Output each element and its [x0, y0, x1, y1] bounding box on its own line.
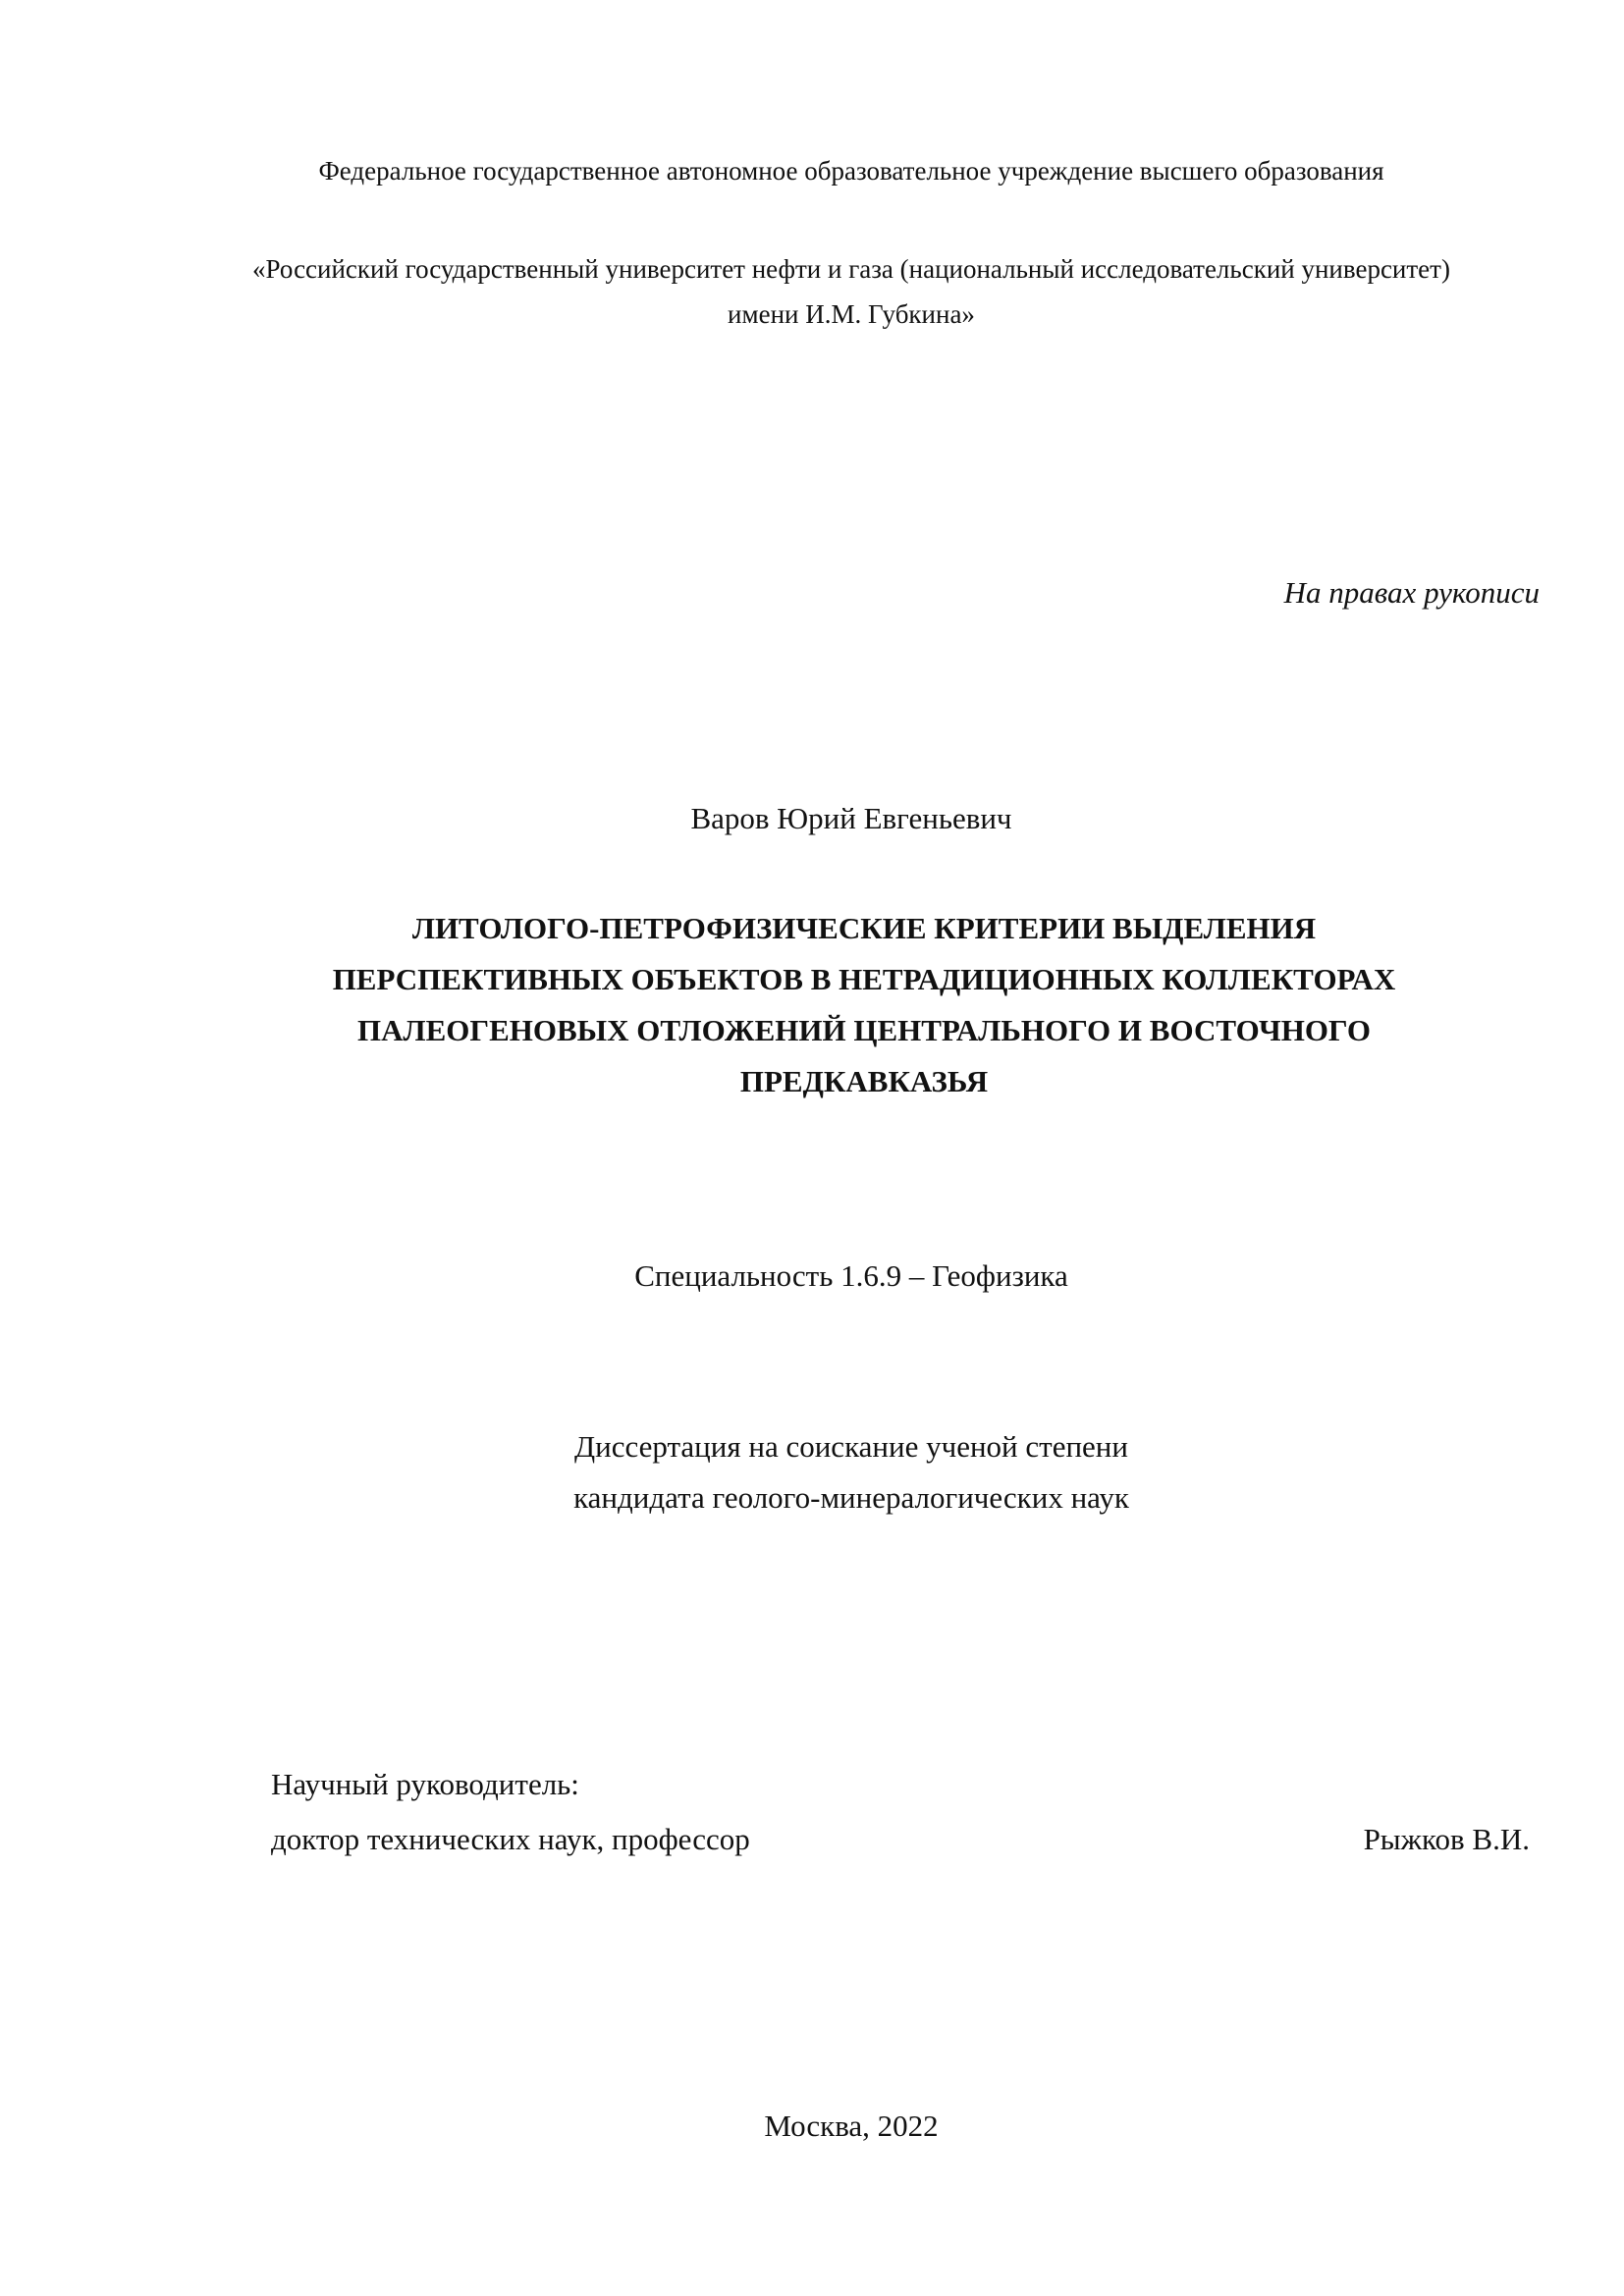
title-line-1: ЛИТОЛОГО-ПЕТРОФИЗИЧЕСКИЕ КРИТЕРИИ ВЫДЕЛЕНИЯ	[411, 911, 1317, 945]
thesis-line-2: кандидата геолого-минералогических наук	[573, 1480, 1129, 1515]
title-line-2: ПЕРСПЕКТИВНЫХ ОБЪЕКТОВ В НЕТРАДИЦИОННЫХ КОЛЛЕКТОРАХ	[332, 962, 1396, 996]
supervisor-name: Рыжков В.И.	[1363, 1822, 1530, 1856]
manuscript-note: На правах рукописи	[1283, 575, 1540, 610]
institution-line-2: «Российский государственный университет нефти и газа (национальный исследовательский университет)	[252, 254, 1450, 284]
author-name: Варов Юрий Евгеньевич	[690, 801, 1012, 835]
title-line-3: ПАЛЕОГЕНОВЫХ ОТЛОЖЕНИЙ ЦЕНТРАЛЬНОГО И ВОСТОЧНОГО	[356, 1013, 1371, 1047]
supervisor-degree: доктор технических наук, профессор	[271, 1822, 750, 1856]
thesis-line-1: Диссертация на соискание ученой степени	[574, 1429, 1128, 1464]
city-year: Москва, 2022	[764, 2109, 939, 2143]
dissertation-title	[285, 903, 1443, 1107]
institution-line-3: имени И.М. Губкина»	[728, 299, 975, 329]
institution-line-1: Федеральное государственное автономное образовательное учреждение высшего образования	[318, 156, 1384, 186]
supervisor-label: Научный руководитель:	[271, 1767, 579, 1801]
title-line-4: ПРЕДКАВКАЗЬЯ	[739, 1064, 989, 1098]
specialty: Специальность 1.6.9 – Геофизика	[634, 1258, 1068, 1293]
